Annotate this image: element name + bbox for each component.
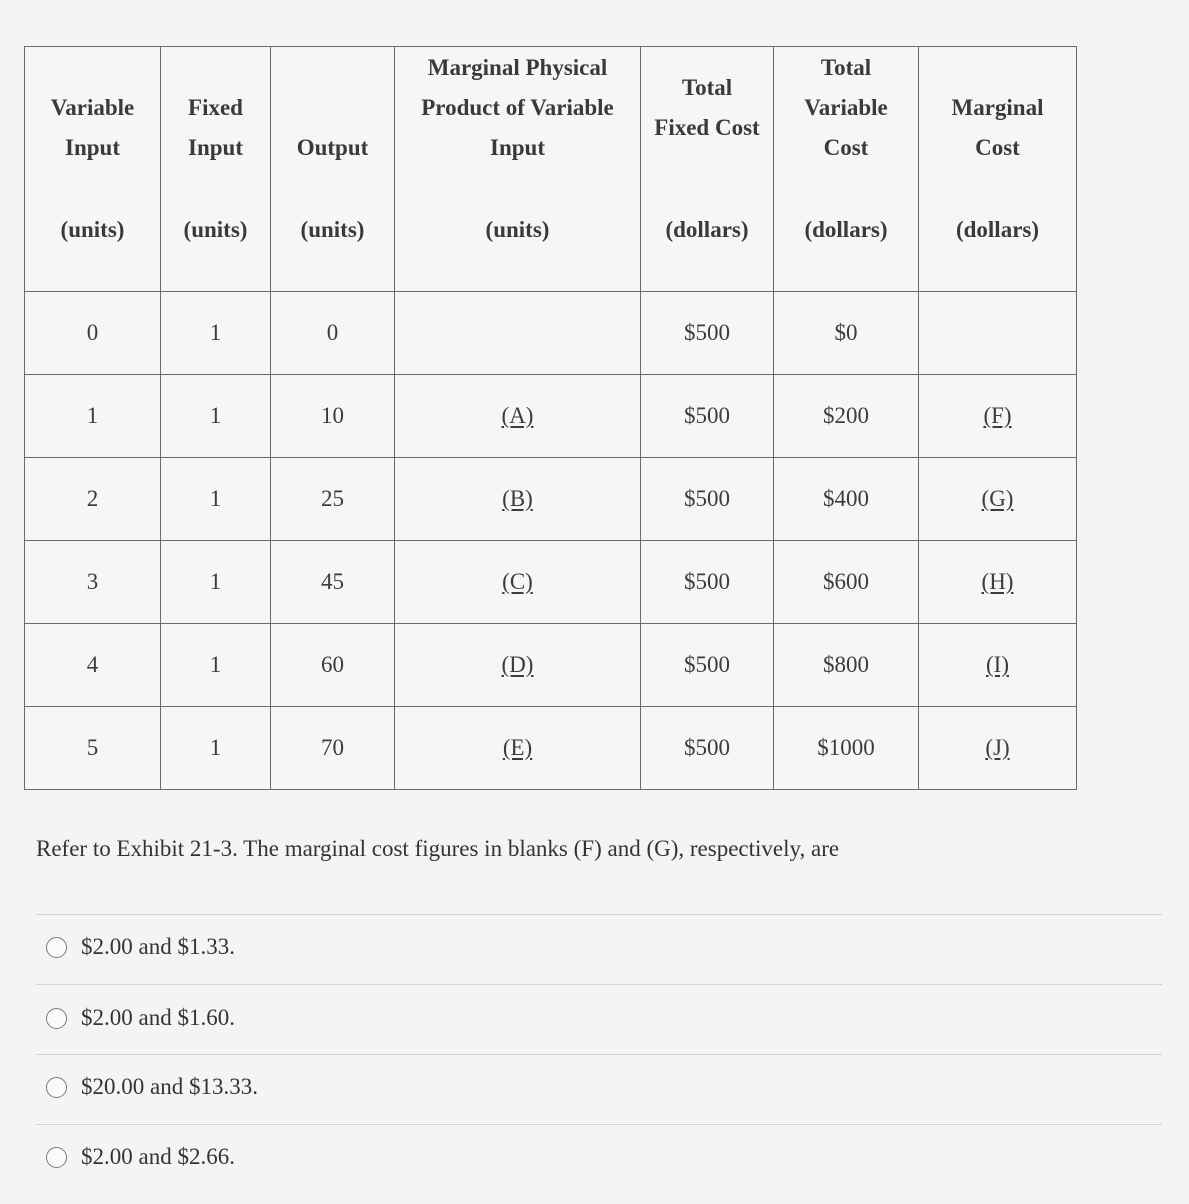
table-cell: 45 (271, 541, 395, 624)
header-output (271, 47, 395, 292)
option-label: $2.00 and $1.60. (81, 1005, 235, 1030)
header-unit: (units) (485, 217, 550, 242)
divider (36, 1124, 1162, 1125)
divider (36, 984, 1162, 985)
table-cell: 60 (271, 624, 395, 707)
table-cell: 0 (25, 292, 161, 375)
table-row (25, 541, 1077, 624)
table-row (25, 707, 1077, 790)
radio-button[interactable] (46, 937, 67, 958)
table-cell: (I) (919, 624, 1077, 707)
table-cell: $500 (641, 292, 774, 375)
radio-button[interactable] (46, 1147, 67, 1168)
question-text: Refer to Exhibit 21-3. The marginal cost figures in blanks (F) and (G), respectively, are (36, 836, 840, 861)
table-cell: (B) (395, 458, 641, 541)
header-row (25, 47, 1077, 292)
header-unit: (units) (60, 217, 125, 242)
header-title: Total Variable Cost (804, 55, 888, 160)
table-row (25, 458, 1077, 541)
header-title: Marginal Cost (951, 95, 1044, 160)
table-cell: 1 (161, 624, 271, 707)
header-marginal-cost (919, 47, 1077, 292)
table-cell: 3 (25, 541, 161, 624)
header-fixed-input (161, 47, 271, 292)
table-cell: $800 (774, 624, 919, 707)
header-unit: (units) (183, 217, 248, 242)
table-cell: 1 (25, 375, 161, 458)
table-row (25, 375, 1077, 458)
table-cell: 1 (161, 292, 271, 375)
table-cell (919, 292, 1077, 375)
table-cell: (J) (919, 707, 1077, 790)
table-cell: $500 (641, 624, 774, 707)
table-cell: (D) (395, 624, 641, 707)
table-row (25, 624, 1077, 707)
header-variable-input (25, 47, 161, 292)
header-unit: (dollars) (804, 217, 888, 242)
table-cell: (H) (919, 541, 1077, 624)
table-cell: 4 (25, 624, 161, 707)
table-cell: 5 (25, 707, 161, 790)
header-title: Total Fixed Cost (654, 75, 760, 140)
table-cell: $500 (641, 541, 774, 624)
header-unit: (units) (300, 217, 365, 242)
table-cell: (G) (919, 458, 1077, 541)
table-cell: (F) (919, 375, 1077, 458)
table-cell: (C) (395, 541, 641, 624)
divider (36, 1054, 1162, 1055)
table-cell: 1 (161, 458, 271, 541)
header-title: Variable Input (50, 95, 135, 160)
radio-button[interactable] (46, 1008, 67, 1029)
table-cell: $400 (774, 458, 919, 541)
divider (36, 914, 1162, 915)
table-cell: 1 (161, 375, 271, 458)
header-title: Marginal Physical Product of Variable Input (421, 55, 614, 160)
table-cell: (A) (395, 375, 641, 458)
table-cell: $600 (774, 541, 919, 624)
table-cell: (E) (395, 707, 641, 790)
header-marginal-physical-product (395, 47, 641, 292)
table-cell: $1000 (774, 707, 919, 790)
radio-button[interactable] (46, 1077, 67, 1098)
header-title: Output (296, 135, 369, 160)
table-cell: 0 (271, 292, 395, 375)
header-total-variable-cost (774, 47, 919, 292)
answer-option-1[interactable] (46, 930, 235, 964)
table-cell: $200 (774, 375, 919, 458)
table-cell: $500 (641, 458, 774, 541)
header-title: Fixed Input (188, 95, 243, 160)
header-unit: (dollars) (955, 217, 1040, 242)
exhibit-table (24, 46, 1077, 790)
table-cell: $500 (641, 707, 774, 790)
table-cell: 1 (161, 707, 271, 790)
option-label: $2.00 and $1.33. (81, 934, 235, 959)
table-cell: 2 (25, 458, 161, 541)
table-cell: 70 (271, 707, 395, 790)
answer-option-2[interactable] (46, 1001, 235, 1035)
header-total-fixed-cost (641, 47, 774, 292)
table-cell: 25 (271, 458, 395, 541)
table-row (25, 292, 1077, 375)
table-cell: 1 (161, 541, 271, 624)
answer-option-4[interactable] (46, 1140, 235, 1174)
option-label: $20.00 and $13.33. (81, 1074, 258, 1099)
answer-option-3[interactable] (46, 1070, 258, 1104)
header-unit: (dollars) (665, 217, 749, 242)
table-cell: $0 (774, 292, 919, 375)
option-label: $2.00 and $2.66. (81, 1144, 235, 1169)
table-cell: 10 (271, 375, 395, 458)
table-cell (395, 292, 641, 375)
table-cell: $500 (641, 375, 774, 458)
